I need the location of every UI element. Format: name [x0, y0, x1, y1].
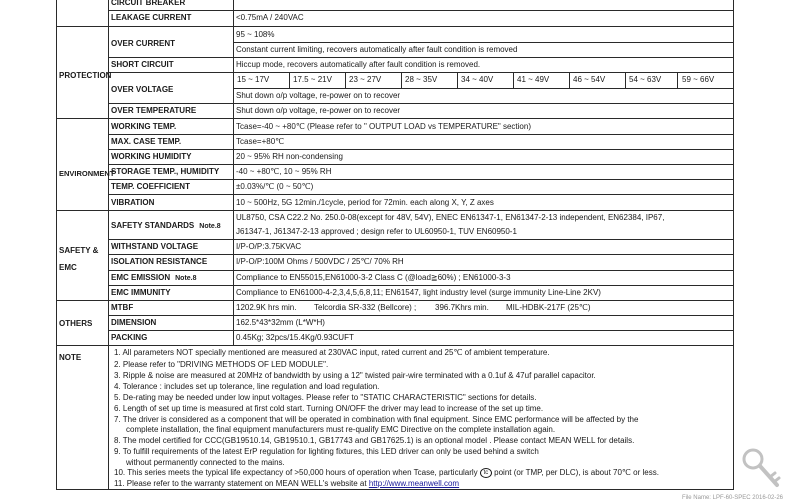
working-temp-label: WORKING TEMP.: [111, 122, 177, 131]
note-7a: 7. The driver is considered as a component that will be operated in combination with final equipment. Since EMC performance will be affected by the: [114, 415, 639, 424]
row-divider: [108, 103, 734, 104]
note-2: 2. Please refer to "DRIVING METHODS OF LED MODULE".: [114, 360, 329, 369]
note-6: 6. Length of set up time is measured at first cold start. Turning ON/OFF the driver may lead to increase of the set up time.: [114, 404, 544, 413]
section-divider: [56, 300, 734, 301]
mtbf-label: MTBF: [111, 303, 134, 312]
emc-emission-value: Compliance to EN55015,EN61000-3-2 Class C (@load≧60%) ; EN61000-3-3: [236, 273, 511, 282]
ovp-range-cell: 59 ~ 66V: [682, 75, 715, 84]
note-3: 3. Ripple & noise are measured at 20MHz of bandwidth by using a 12" twisted pair-wire terminated with a 0.1uf & 47uf parallel capacitor.: [114, 371, 596, 380]
over-temperature-label: OVER TEMPERATURE: [111, 106, 197, 115]
withstand-voltage-value: I/P-O/P:3.75KVAC: [236, 242, 302, 251]
row-divider: [233, 42, 734, 43]
safety-standards-label: [111, 221, 221, 232]
safety-standards-note: Note.8: [199, 223, 221, 230]
section-emc: EMC: [59, 263, 77, 272]
row-divider: [108, 164, 734, 165]
safety-standards-line1: UL8750, CSA C22.2 No. 250.0-08(except for 48V, 54V), ENEC EN61347-1, EN61347-2-13 independent, EN62384, IP67,: [236, 213, 665, 222]
table-right-border: [733, 0, 734, 490]
temp-coefficient-value: ±0.03%/℃ (0 ~ 50℃): [236, 182, 314, 191]
mtbf-value-4: MIL-HDBK-217F (25℃): [506, 303, 591, 312]
row-divider: [233, 88, 734, 89]
leakage-current-label: LEAKAGE CURRENT: [111, 13, 192, 22]
row-divider: [108, 330, 734, 331]
section-others: OTHERS: [59, 319, 93, 328]
packing-label: PACKING: [111, 333, 148, 342]
ovp-range-cell: 28 ~ 35V: [405, 75, 438, 84]
ovp-range-cell: 23 ~ 27V: [349, 75, 382, 84]
section-divider: [56, 345, 734, 346]
table-bottom-border: [56, 489, 734, 490]
note-7b: complete installation, the final equipment manufacturers must re-qualify EMC Directive on the complete installation again.: [126, 425, 556, 434]
ovp-cell-divider: [345, 72, 346, 88]
section-safety: SAFETY &: [59, 246, 99, 255]
row-divider: [108, 270, 734, 271]
note-5: 5. De-rating may be needed under low input voltages. Please refer to "STATIC CHARACTERISTIC" sections for details.: [114, 393, 537, 402]
over-current-label: OVER CURRENT: [111, 39, 176, 48]
dimension-value: 162.5*43*32mm (L*W*H): [236, 318, 325, 327]
short-circuit-value: Hiccup mode, recovers automatically after fault condition is removed.: [236, 60, 481, 69]
row-divider: [108, 179, 734, 180]
over-current-range: 95 ~ 108%: [236, 30, 275, 39]
ovp-cell-divider: [289, 72, 290, 88]
row-divider: [108, 72, 734, 73]
section-protection: PROTECTION: [59, 71, 112, 80]
section-divider: [56, 118, 734, 119]
short-circuit-label: SHORT CIRCUIT: [111, 60, 174, 69]
isolation-resistance-label: ISOLATION RESISTANCE: [111, 257, 208, 266]
ovp-cell-divider: [677, 72, 678, 88]
row-divider: [108, 149, 734, 150]
max-case-temp-label: MAX. CASE TEMP.: [111, 137, 182, 146]
vibration-value: 10 ~ 500Hz, 5G 12min./1cycle, period for 72min. each along X, Y, Z axes: [236, 198, 494, 207]
row-divider: [108, 194, 734, 195]
over-voltage-label: OVER VOLTAGE: [111, 85, 174, 94]
note-9a: 9. To fulfill requirements of the latest ErP regulation for lighting fixtures, this LED driver can only be used behind a switch: [114, 447, 539, 456]
note-10-text-end: point (or TMP, per DLC), is about 70℃ or less.: [494, 468, 659, 477]
section-environment: ENVIRONMENT: [59, 169, 115, 178]
ovp-range-cell: 46 ~ 54V: [573, 75, 606, 84]
note-10: [114, 468, 659, 478]
emc-immunity-label: EMC IMMUNITY: [111, 288, 171, 297]
key-search-icon: [740, 446, 784, 492]
ovp-range-cell: 34 ~ 40V: [461, 75, 494, 84]
section-divider: [56, 210, 734, 211]
leakage-current-value: <0.75mA / 240VAC: [236, 13, 304, 22]
mtbf-value-3: 396.7Khrs min.: [435, 303, 489, 312]
over-current-desc: Constant current limiting, recovers automatically after fault condition is removed: [236, 45, 518, 54]
safety-standards-text: SAFETY STANDARDS: [111, 221, 195, 230]
storage-label: STORAGE TEMP., HUMIDITY: [111, 167, 220, 176]
section-divider: [56, 26, 734, 27]
over-temperature-value: Shut down o/p voltage, re-power on to recover: [236, 106, 401, 115]
safety-standards-line2: J61347-1, J61347-2-13 approved ; design refer to UL60950-1, TUV EN60950-1: [236, 227, 517, 236]
row-divider: [108, 134, 734, 135]
note-11: [114, 479, 459, 488]
working-temp-value: Tcase=-40 ~ +80℃ (Please refer to " OUTPUT LOAD vs TEMPERATURE" section): [236, 122, 531, 131]
packing-value: 0.45Kg; 32pcs/15.4Kg/0.93CUFT: [236, 333, 354, 342]
working-humidity-value: 20 ~ 95% RH non-condensing: [236, 152, 343, 161]
note-9b: without permanently connected to the mains.: [126, 458, 285, 467]
withstand-voltage-label: WITHSTAND VOLTAGE: [111, 242, 199, 251]
row-divider: [108, 254, 734, 255]
label-column-divider: [233, 0, 234, 345]
storage-value: -40 ~ +80℃, 10 ~ 95% RH: [236, 167, 332, 176]
circuit-breaker-label: CIRCUIT BREAKER: [111, 0, 186, 7]
dimension-label: DIMENSION: [111, 318, 157, 327]
table-left-border: [56, 0, 57, 490]
section-note: NOTE: [59, 353, 82, 362]
note-4: 4. Tolerance : includes set up tolerance, line regulation and load regulation.: [114, 382, 380, 391]
row-divider: [108, 239, 734, 240]
row-divider: [108, 10, 734, 11]
vibration-label: VIBRATION: [111, 198, 155, 207]
temp-coefficient-label: TEMP. COEFFICIENT: [111, 182, 190, 191]
meanwell-website-link[interactable]: http://www.meanwell.com: [368, 479, 460, 488]
isolation-resistance-value: I/P-O/P:100M Ohms / 500VDC / 25℃/ 70% RH: [236, 257, 404, 266]
emc-emission-note: Note.8: [175, 275, 197, 282]
ovp-cell-divider: [625, 72, 626, 88]
ovp-range-cell: 17.5 ~ 21V: [293, 75, 332, 84]
emc-immunity-value: Compliance to EN61000-4-2,3,4,5,6,8,11; EN61547, light industry level (surge immunity Line-Line 2KV): [236, 288, 601, 297]
note-11-text: 11. Please refer to the warranty statement on MEAN WELL's website at: [114, 479, 367, 488]
max-case-temp-value: Tcase=+80℃: [236, 137, 285, 146]
mtbf-value-2: Telcordia SR-332 (Bellcore) ;: [314, 303, 417, 312]
over-voltage-desc: Shut down o/p voltage, re-power on to recover: [236, 91, 401, 100]
emc-emission-text: EMC EMISSION: [111, 273, 171, 282]
ovp-range-cell: 41 ~ 49V: [517, 75, 550, 84]
row-divider: [108, 57, 734, 58]
mtbf-value-1: 1202.9K hrs min.: [236, 303, 297, 312]
working-humidity-label: WORKING HUMIDITY: [111, 152, 192, 161]
tc-point-symbol: tc: [480, 468, 492, 478]
ovp-range-cell: 15 ~ 17V: [237, 75, 270, 84]
ovp-cell-divider: [569, 72, 570, 88]
row-divider: [108, 315, 734, 316]
emc-emission-label: [111, 273, 197, 284]
note-1: 1. All parameters NOT specially mentioned are measured at 230VAC input, rated current and 25℃ of ambient temperature.: [114, 348, 550, 357]
note-10-text: 10. This series meets the typical life expectancy of >50,000 hours of operation when Tcase, particularly: [114, 468, 478, 477]
row-divider: [108, 285, 734, 286]
ovp-range-cell: 54 ~ 63V: [629, 75, 662, 84]
ovp-cell-divider: [457, 72, 458, 88]
note-8: 8. The model certified for CCC(GB19510.14, GB19510.1, GB17743 and GB17625.1) is an optional model . Please contact MEAN WELL for details.: [114, 436, 635, 445]
ovp-cell-divider: [401, 72, 402, 88]
file-name-footer: File Name: LPF-60-SPEC 2016-02-26: [681, 495, 783, 501]
ovp-cell-divider: [513, 72, 514, 88]
